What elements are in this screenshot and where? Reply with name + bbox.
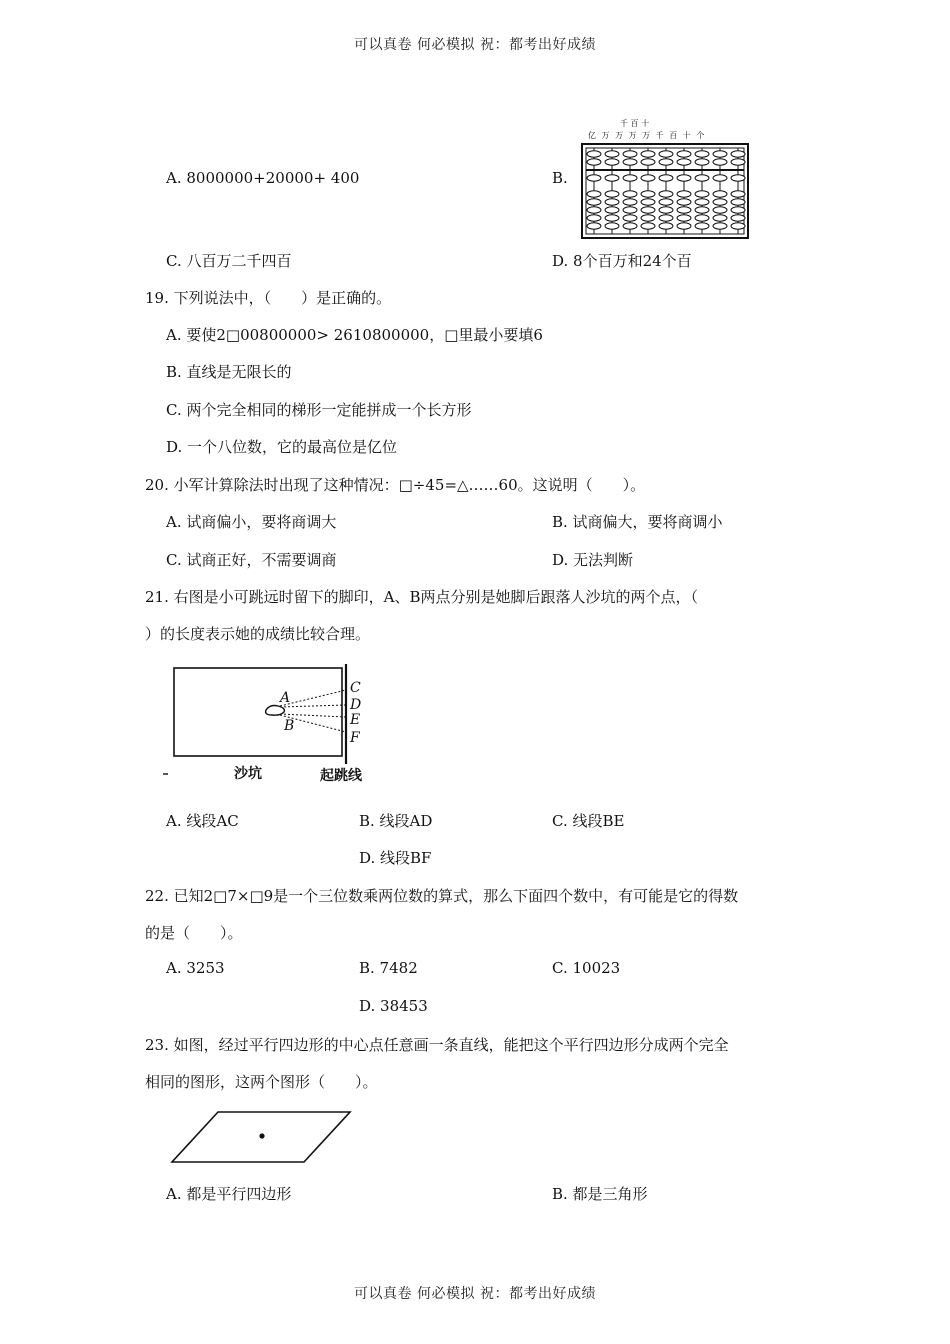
- q19-stem: 19. 下列说法中，（ ）是正确的。: [145, 289, 392, 307]
- q20-option-d: D. 无法判断: [552, 551, 634, 569]
- q20-option-b: B. 试商偏大，要将商调小: [552, 513, 723, 531]
- q22-option-a: A. 3253: [166, 959, 225, 977]
- q19-option-c: C. 两个完全相同的梯形一定能拼成一个长方形: [166, 401, 472, 419]
- q21-option-c: C. 线段BE: [552, 812, 625, 830]
- q21-option-a: A. 线段AC: [166, 812, 239, 830]
- q22-option-c: C. 10023: [552, 959, 621, 977]
- q19-option-a: A. 要使2□00800000> 2610800000，□里最小要填6: [166, 326, 543, 344]
- q22-stem-line2: 的是（ ）。: [145, 924, 243, 942]
- center-point: [259, 1133, 264, 1138]
- q19-option-d: D. 一个八位数，它的最高位是亿位: [166, 438, 398, 456]
- q20-option-c: C. 试商正好，不需要调商: [166, 551, 337, 569]
- q22-stem-line1: 22. 已知2□7×□9是一个三位数乘两位数的算式，那么下面四个数中，有可能是它的得数: [145, 887, 739, 905]
- q21-option-d: D. 线段BF: [359, 849, 432, 867]
- abacus-figure: [580, 118, 760, 242]
- q22-option-d: D. 38453: [359, 997, 428, 1015]
- q20-option-a: A. 试商偏小，要将商调大: [166, 513, 337, 531]
- point-c-label: C: [350, 680, 361, 696]
- long-jump-figure: [160, 660, 380, 786]
- point-d-label: D: [350, 697, 362, 713]
- point-f-label: F: [350, 730, 360, 746]
- point-a-label: A: [280, 690, 291, 706]
- page-header: 可以真卷 何必模拟 祝：都考出好成绩: [354, 37, 596, 53]
- q21-stem-line1: 21. 右图是小可跳远时留下的脚印，A、B两点分别是她脚后跟落人沙坑的两个点，（: [145, 588, 698, 606]
- abacus-heading: 千 百 十: [620, 119, 650, 128]
- q20-stem: 20. 小军计算除法时出现了这种情况：□÷45=△……60。这说明（ ）。: [145, 476, 646, 494]
- q18-option-a: A. 8000000+20000+ 400: [166, 169, 360, 187]
- q23-option-b: B. 都是三角形: [552, 1185, 648, 1203]
- page-footer: 可以真卷 何必模拟 祝：都考出好成绩: [354, 1286, 596, 1302]
- abacus-drawing: [580, 118, 760, 242]
- q18-option-c: C. 八百万二千四百: [166, 252, 292, 270]
- q19-option-b: B. 直线是无限长的: [166, 363, 292, 381]
- point-e-label: E: [350, 712, 361, 728]
- q21-option-b: B. 线段AD: [359, 812, 433, 830]
- q22-option-b: B. 7482: [359, 959, 418, 977]
- sandpit-caption: 沙坑: [234, 766, 262, 782]
- q18-option-d: D. 8个百万和24个百: [552, 252, 692, 270]
- q23-stem-line1: 23. 如图，经过平行四边形的中心点任意画一条直线，能把这个平行四边形分成两个完全: [145, 1036, 729, 1054]
- q23-stem-line2: 相同的图形，这两个图形（ ）。: [145, 1073, 378, 1091]
- q21-stem-line2: ）的长度表示她的成绩比较合理。: [145, 625, 371, 643]
- q23-option-a: A. 都是平行四边形: [166, 1185, 292, 1203]
- point-b-label: B: [284, 718, 295, 734]
- parallelogram-figure: [168, 1108, 368, 1168]
- takeoff-line-caption: 起跳线: [320, 768, 362, 784]
- abacus-place-labels: 亿 万 万 万 万 千 百 十 个: [588, 131, 706, 140]
- q18-option-b: B.: [552, 169, 568, 187]
